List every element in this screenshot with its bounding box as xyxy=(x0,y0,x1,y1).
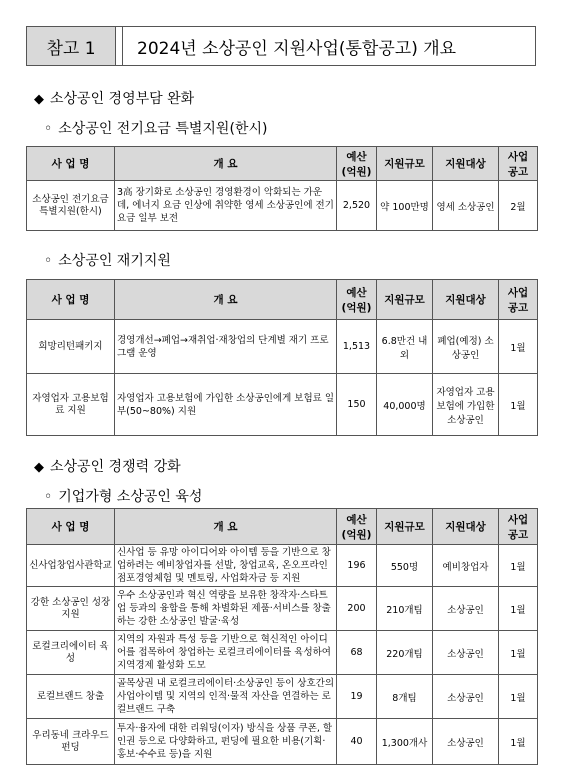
table-row xyxy=(27,631,538,675)
subsection-heading-restart: ◦ 소상공인 재기지원 xyxy=(44,253,171,269)
col-summary-header: 개 요 xyxy=(115,147,337,181)
program-target: 소상공인 xyxy=(433,719,499,765)
program-budget: 1,513 xyxy=(337,320,377,374)
program-summary: 신사업 등 유망 아이디어와 아이템 등을 기반으로 창업하려는 예비창업자를 선발, 창업교육, 온오프라인 점포경영체험 및 멘토링, 사업화자금 등 지원 xyxy=(115,545,337,587)
table-row xyxy=(27,675,538,719)
program-budget: 150 xyxy=(337,374,377,436)
program-name: 소상공인 전기요금 특별지원(한시) xyxy=(27,181,115,231)
program-budget: 40 xyxy=(337,719,377,765)
program-target: 소상공인 xyxy=(433,587,499,631)
col-target-header: 지원대상 xyxy=(433,509,499,545)
table-header-row xyxy=(27,280,538,320)
program-month: 1월 xyxy=(499,374,538,436)
col-scale-header: 지원규모 xyxy=(377,280,433,320)
program-summary: 골목상권 내 로컬크리에이터·소상공인 등이 상호간의 사업아이템 및 지역의 인적·물적 자산을 연결하는 로컬브랜드 구축 xyxy=(115,675,337,719)
program-month: 1월 xyxy=(499,675,538,719)
program-scale: 8개팀 xyxy=(377,675,433,719)
col-name-header: 사 업 명 xyxy=(27,147,115,181)
col-summary-header: 개 요 xyxy=(115,509,337,545)
circle-bullet-icon: ◦ xyxy=(44,489,53,505)
program-name: 희망리턴패키지 xyxy=(27,320,115,374)
program-month: 1월 xyxy=(499,587,538,631)
col-target-header: 지원대상 xyxy=(433,147,499,181)
col-month-header: 사업 공고 xyxy=(499,509,538,545)
program-month: 2월 xyxy=(499,181,538,231)
program-budget: 19 xyxy=(337,675,377,719)
title-divider xyxy=(116,27,123,65)
col-month-header: 사업 공고 xyxy=(499,147,538,181)
col-month-header: 사업 공고 xyxy=(499,280,538,320)
table-header-row xyxy=(27,147,538,181)
subsection-heading-electricity: ◦ 소상공인 전기요금 특별지원(한시) xyxy=(44,121,268,137)
table-restart xyxy=(26,279,538,436)
program-name: 강한 소상공인 성장지원 xyxy=(27,587,115,631)
program-month: 1월 xyxy=(499,545,538,587)
program-budget: 68 xyxy=(337,631,377,675)
table-electricity xyxy=(26,146,538,231)
program-name: 자영업자 고용보험료 지원 xyxy=(27,374,115,436)
table-row xyxy=(27,320,538,374)
col-budget-header: 예산 (억원) xyxy=(337,280,377,320)
program-scale: 약 100만명 xyxy=(377,181,433,231)
program-name: 로컬크리에이터 육성 xyxy=(27,631,115,675)
program-summary: 투자·융자에 대한 리워딩(이자) 방식을 상품 쿠폰, 할인권 등으로 다양화하고, 펀딩에 필요한 비용(기획·홍보·수수료 등)을 지원 xyxy=(115,719,337,765)
table-entrepreneur xyxy=(26,508,538,765)
program-name: 우리동네 크라우드펀딩 xyxy=(27,719,115,765)
circle-bullet-icon: ◦ xyxy=(44,253,53,269)
diamond-bullet-icon: ◆ xyxy=(34,460,44,475)
col-budget-header: 예산 (억원) xyxy=(337,147,377,181)
circle-bullet-icon: ◦ xyxy=(44,121,53,137)
table-row xyxy=(27,587,538,631)
program-summary: 3高 장기화로 소상공인 경영환경이 악화되는 가운데, 에너지 요금 인상에 취약한 영세 소상공인에 전기요금 일부 보전 xyxy=(115,181,337,231)
col-budget-header: 예산 (억원) xyxy=(337,509,377,545)
col-summary-header: 개 요 xyxy=(115,280,337,320)
section-heading-competitiveness: ◆ 소상공인 경쟁력 강화 xyxy=(34,459,181,475)
program-scale: 210개팀 xyxy=(377,587,433,631)
program-month: 1월 xyxy=(499,320,538,374)
table-header-row xyxy=(27,509,538,545)
document-title: 2024년 소상공인 지원사업(통합공고) 개요 xyxy=(137,38,457,59)
program-month: 1월 xyxy=(499,719,538,765)
program-summary: 우수 소상공인과 혁신 역량을 보유한 창작자·스타트업 등과의 융합을 통해 차별화된 제품·서비스를 창출하는 강한 소상공인 발굴·육성 xyxy=(115,587,337,631)
program-target: 소상공인 xyxy=(433,631,499,675)
program-month: 1월 xyxy=(499,631,538,675)
program-scale: 550명 xyxy=(377,545,433,587)
program-summary: 지역의 자원과 특성 등을 기반으로 혁신적인 아이디어를 접목하여 창업하는 로컬크리에이터를 육성하여 지역경제 활성화 도모 xyxy=(115,631,337,675)
col-scale-header: 지원규모 xyxy=(377,509,433,545)
document-title-box xyxy=(26,26,536,66)
col-name-header: 사 업 명 xyxy=(27,509,115,545)
program-summary: 경영개선→폐업→재취업·재창업의 단계별 재기 프로그램 운영 xyxy=(115,320,337,374)
program-budget: 200 xyxy=(337,587,377,631)
program-name: 신사업창업사관학교 xyxy=(27,545,115,587)
program-target: 소상공인 xyxy=(433,675,499,719)
program-target: 영세 소상공인 xyxy=(433,181,499,231)
program-summary: 자영업자 고용보험에 가입한 소상공인에게 보험료 일부(50~80%) 지원 xyxy=(115,374,337,436)
program-scale: 6.8만건 내외 xyxy=(377,320,433,374)
program-budget: 2,520 xyxy=(337,181,377,231)
program-target: 자영업자 고용보험에 가입한 소상공인 xyxy=(433,374,499,436)
table-row xyxy=(27,719,538,765)
col-scale-header: 지원규모 xyxy=(377,147,433,181)
program-target: 폐업(예정) 소상공인 xyxy=(433,320,499,374)
program-scale: 1,300개사 xyxy=(377,719,433,765)
col-name-header: 사 업 명 xyxy=(27,280,115,320)
subsection-heading-entrepreneur: ◦ 기업가형 소상공인 육성 xyxy=(44,489,203,505)
col-target-header: 지원대상 xyxy=(433,280,499,320)
diamond-bullet-icon: ◆ xyxy=(34,92,44,107)
program-name: 로컬브랜드 창출 xyxy=(27,675,115,719)
table-row xyxy=(27,181,538,231)
table-row xyxy=(27,545,538,587)
reference-label: 참고 1 xyxy=(27,27,116,65)
program-scale: 40,000명 xyxy=(377,374,433,436)
program-scale: 220개팀 xyxy=(377,631,433,675)
section-heading-burden: ◆ 소상공인 경영부담 완화 xyxy=(34,91,195,107)
program-budget: 196 xyxy=(337,545,377,587)
program-target: 예비창업자 xyxy=(433,545,499,587)
table-row xyxy=(27,374,538,436)
